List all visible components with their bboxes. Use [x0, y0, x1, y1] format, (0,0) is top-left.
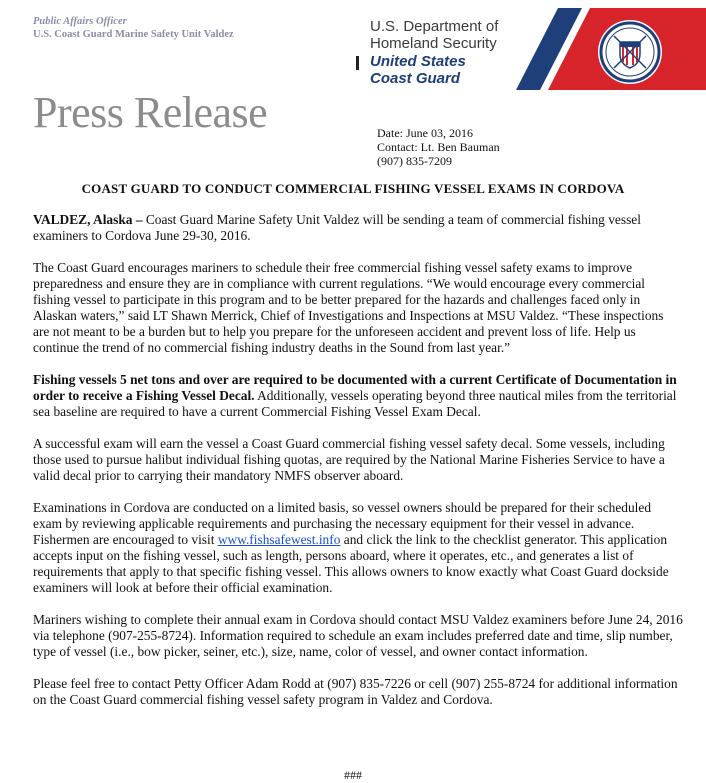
release-date: Date: June 03, 2016 [377, 126, 473, 140]
end-mark: ### [344, 768, 362, 782]
release-phone: (907) 835-7209 [377, 154, 452, 168]
p3-text: Additionally, vessels operating beyond three nautical miles from the territorial sea baseline are required to have a current Commercial Fishing Vessel Exam Decal. [33, 388, 677, 419]
paragraph-5 [33, 500, 683, 596]
pa-unit: U.S. Coast Guard Marine Safety Unit Valdez [33, 29, 234, 40]
release-meta [377, 126, 500, 168]
paragraph-2: The Coast Guard encourages mariners to schedule their free commercial fishing vessel safety exams to improve preparedness and ensure they are in compliance with current regulations. “We would encourage every commercial fishing vessel to participate in this program and to be better prepared for the hazards and challenges faced only in Alaskan waters,” said LT Shawn Merrick, Chief of Investigations and Inspections at MSU Valdez. “These inspections are not meant to be a burden but to help you prepare for the unforeseen accident and prevent loss of life. Help us continue the trend of no commercial fishing industry deaths in the Sound from last year.” [33, 260, 664, 355]
dhs-line1: U.S. Department of [370, 18, 499, 35]
divider-bar [356, 56, 359, 70]
paragraph-7: Please feel free to contact Petty Officer Adam Rodd at (907) 835-7226 or cell (907) 255-8724 for additional information on the Coast Guard commercial fishing vessel safety program in Valdez and Cordova. [33, 676, 678, 707]
pa-title: Public Affairs Officer [33, 16, 127, 27]
public-affairs-block [33, 15, 234, 41]
headline: COAST GUARD TO CONDUCT COMMERCIAL FISHING VESSEL EXAMS IN CORDOVA [81, 181, 625, 196]
paragraph-1 [33, 212, 683, 244]
uscg-line1: United States [370, 53, 466, 70]
p3-bold: Fishing vessels 5 net tons and over are required to be documented with a current Certificate of Documentation in order to receive a Fishing Vessel Decal. [33, 372, 677, 403]
uscg-line2: Coast Guard [370, 70, 461, 87]
paragraph-3 [33, 372, 683, 420]
dhs-line2: Homeland Security [370, 35, 497, 52]
paragraph-4: A successful exam will earn the vessel a Coast Guard commercial fishing vessel safety decal. Some vessels, including those used to pursue halibut individual fishing quotas, are required by the National Marine Fisheries Service to have a valid decal prior to carrying their mandatory NMFS observer aboard. [33, 436, 665, 483]
p5-text-a: Examinations in Cordova are conducted on a limited basis, so vessel owners should be prepared for their scheduled exam by reviewing applicable requirements and purchasing the necessary equipment for their vessel in advance. Fishermen are encouraged to visit [33, 500, 652, 547]
fishsafewest-link[interactable]: www.fishsafewest.info [217, 532, 341, 547]
release-contact: Contact: Lt. Ben Bauman [377, 140, 500, 154]
page-title: Press Release [33, 88, 268, 137]
article-body [33, 212, 683, 724]
p5-text-b: and click the link to the checklist generator. This application accepts input on the fishing vessel, such as length, persons aboard, where it operates, etc., and generates a list of requirements that apply to that specific fishing vessel. This allows owners to know exactly what Coast Guard dockside examiners will look at before their official examination. [33, 532, 669, 595]
dhs-uscg-wordmark [370, 18, 706, 87]
dateline: VALDEZ, Alaska – [33, 212, 143, 227]
paragraph-6: Mariners wishing to complete their annual exam in Cordova should contact MSU Valdez examiners before June 24, 2016 via telephone (907-255-8724). Information required to schedule an exam includes preferred date and time, slip number, type of vessel (i.e., bow picker, seiner, etc.), size, name, color of vessel, and owner contact information. [33, 612, 683, 659]
p1-text: Coast Guard Marine Safety Unit Valdez will be sending a team of commercial fishing vessel examiners to Cordova June 29-30, 2016. [33, 212, 641, 243]
